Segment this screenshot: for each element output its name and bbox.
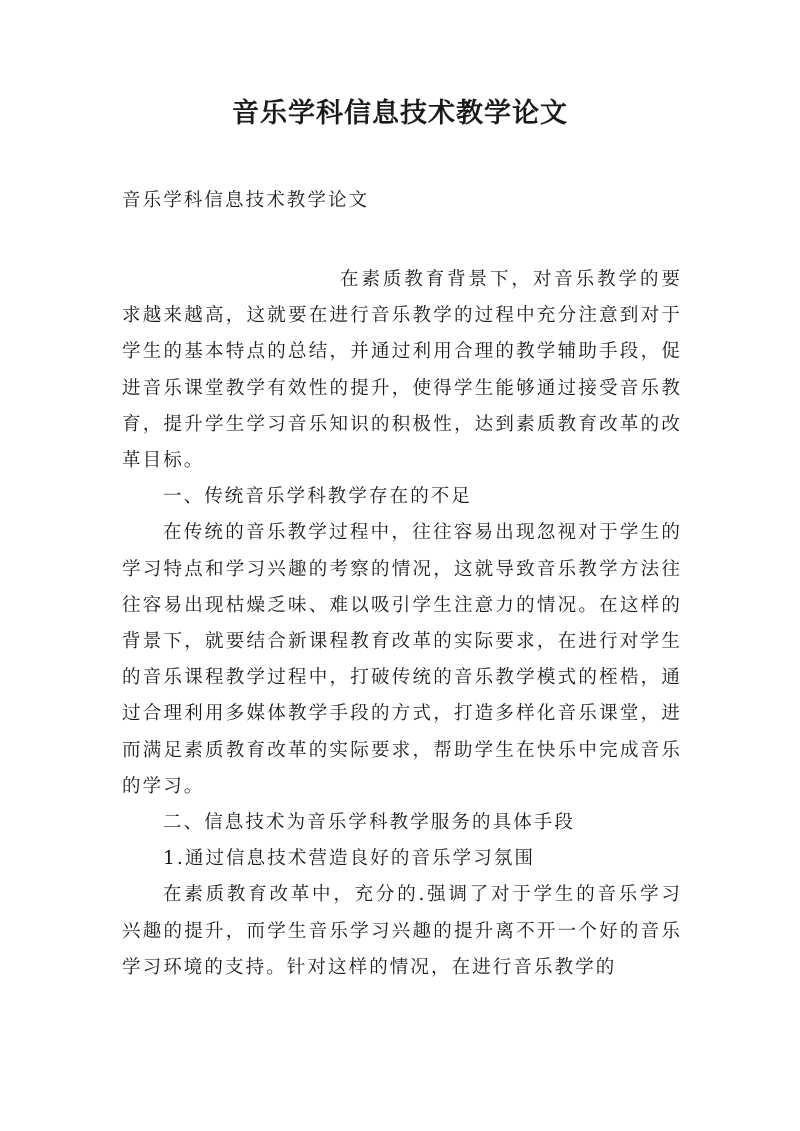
document-subtitle: 音乐学科信息技术教学论文 bbox=[122, 190, 370, 211]
section-heading-2: 二、信息技术为音乐学科教学服务的具体手段 bbox=[163, 812, 576, 834]
document-title: 音乐学科信息技术教学论文 bbox=[232, 98, 568, 129]
subsection-heading-1: 1.通过信息技术营造良好的音乐学习氛围 bbox=[163, 848, 536, 870]
document-body bbox=[122, 262, 682, 986]
section-heading-1: 一、传统音乐学科教学存在的不足 bbox=[163, 486, 473, 508]
paragraph-intro: 在素质教育背景下，对音乐教学的要求越来越高，这就要在进行音乐教学的过程中充分注意到对于学生的基本特点的总结，并通过利用合理的教学辅助手段，促进音乐课堂教学有效性的提升，使得学生能够通过接受音乐教育，提升学生学习音乐知识的积极性，达到素质教育改革的改革目标。 bbox=[122, 269, 682, 472]
paragraph-section-1: 在传统的音乐教学过程中，往往容易出现忽视对于学生的学习特点和学习兴趣的考察的情况，这就导致音乐教学方法往往容易出现枯燥乏味、难以吸引学生注意力的情况。在这样的背景下，就要结合新课程教育改革的实际要求，在进行对学生的音乐课程教学过程中，打破传统的音乐教学模式的桎梏，通过合理利用多媒体教学手段的方式，打造多样化音乐课堂，进而满足素质教育改革的实际要求，帮助学生在快乐中完成音乐的学习。 bbox=[122, 522, 682, 797]
paragraph-subsection-1: 在素质教育改革中，充分的.强调了对于学生的音乐学习兴趣的提升，而学生音乐学习兴趣的提升离不开一个好的音乐学习环境的支持。针对这样的情况，在进行音乐教学的 bbox=[122, 884, 682, 978]
